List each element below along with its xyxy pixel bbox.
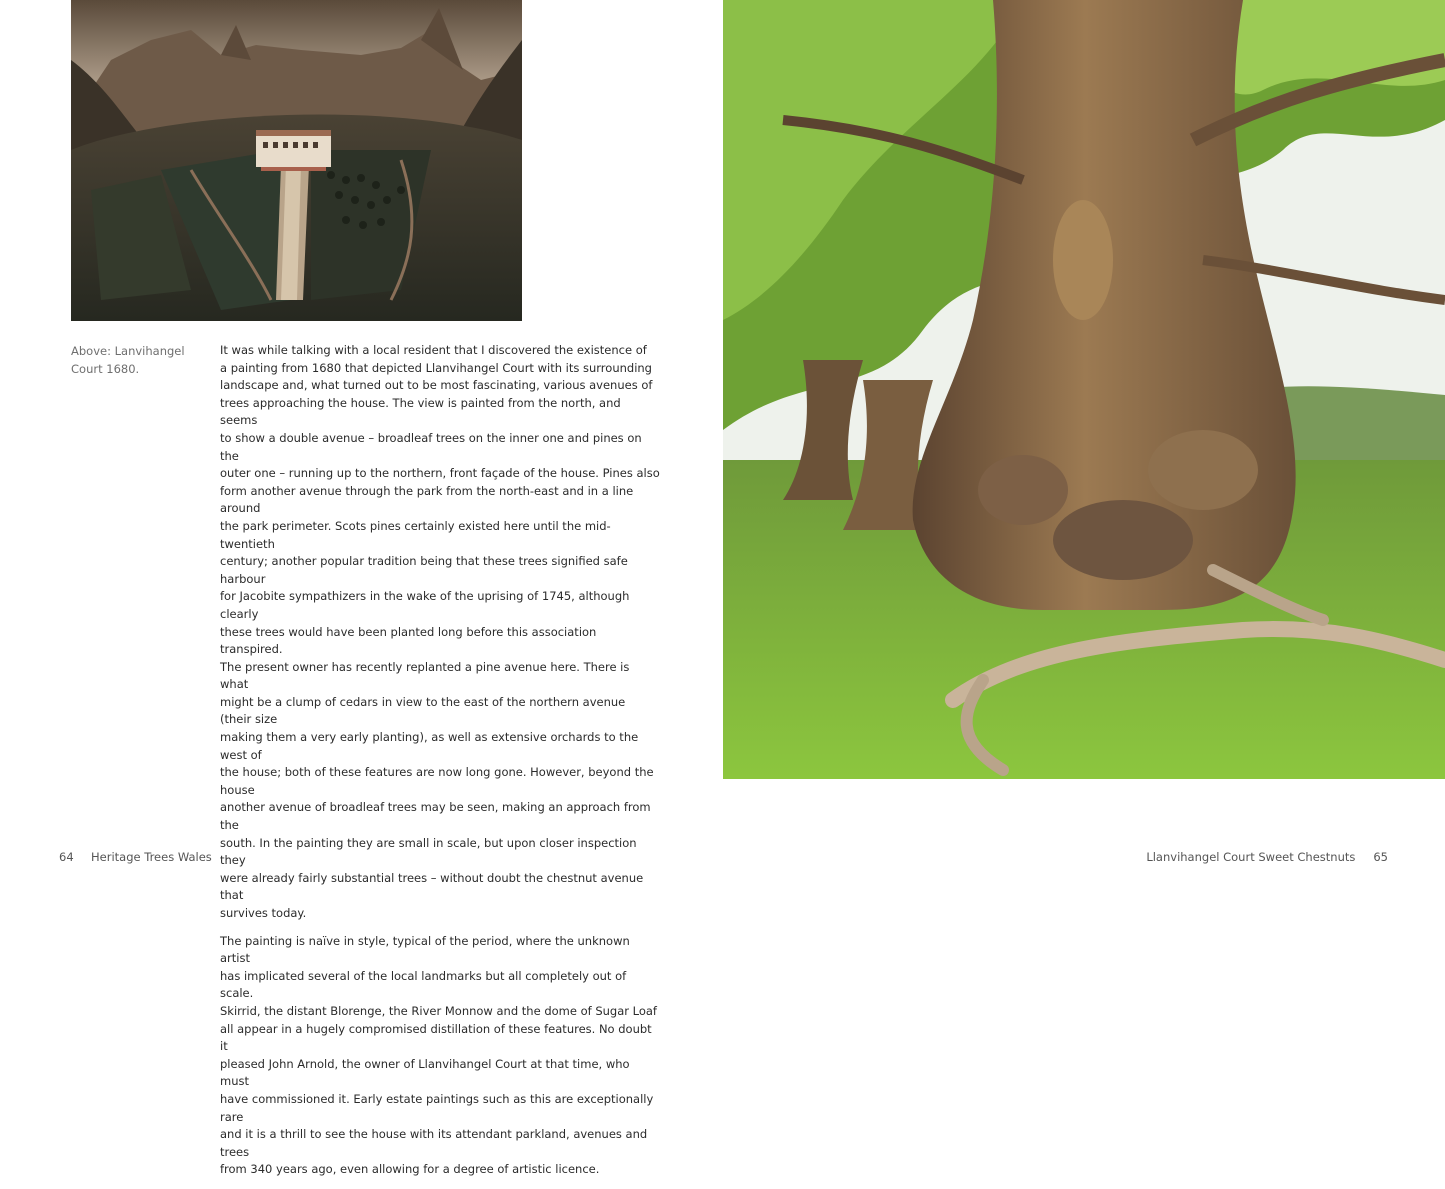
folio-right: [1146, 850, 1388, 864]
chestnut-tree-photo: [723, 0, 1445, 779]
paragraph: It was while talking with a local resident that I discovered the existence of a painting from 1680 that depicted Llanvihangel Court with its surrounding landscape and, what turned out to be most fascinating, various avenues of trees approaching the house. The view is painted from the north, and seems to show a double avenue – broadleaf trees on the inner one and pines on the outer one – running up to the northern, front façade of the house. Pines also form another avenue through the park from the north-east and in a line around the park perimeter. Scots pines certainly existed here until the mid-twentieth century; another popular tradition being that these trees signified safe harbour for Jacobite sympathizers in the wake of the uprising of 1745, although clearly these trees would have been planted long before this association transpired. The present owner has recently replanted a pine avenue here. There is what might be a clump of cedars in view to the east of the northern avenue (their size making them a very early planting), as well as extensive orchards to the west of the house; both of these features are now long gone. However, beyond the house another avenue of broadleaf trees may be seen, making an approach from the south. In the painting they are small in scale, but upon closer inspection they were already fairly substantial trees – without doubt the chestnut avenue that survives today.: [220, 343, 660, 920]
page-number: 64: [59, 850, 74, 864]
paragraph: The painting is naïve in style, typical of the period, where the unknown artist has implicated several of the local landmarks but all completely out of scale. Skirrid, the distant Blorenge, the River Monnow and the dome of Sugar Loaf all appear in a hugely compromised distillation of these features. No doubt it pleased John Arnold, the owner of Llanvihangel Court at that time, who must have commissioned it. Early estate paintings such as this are exceptionally rare and it is a thrill to see the house with its attendant parkland, avenues and trees from 340 years ago, even allowing for a degree of artistic licence.: [220, 933, 657, 1177]
running-title: Heritage Trees Wales: [91, 850, 212, 864]
image-caption: Above: Lanvihangel Court 1680.: [71, 344, 185, 376]
page-number: 65: [1373, 850, 1388, 864]
running-title: Llanvihangel Court Sweet Chestnuts: [1146, 850, 1356, 864]
body-text: [220, 342, 660, 1189]
estate-painting-image: [71, 0, 522, 321]
folio-left: [59, 850, 212, 864]
